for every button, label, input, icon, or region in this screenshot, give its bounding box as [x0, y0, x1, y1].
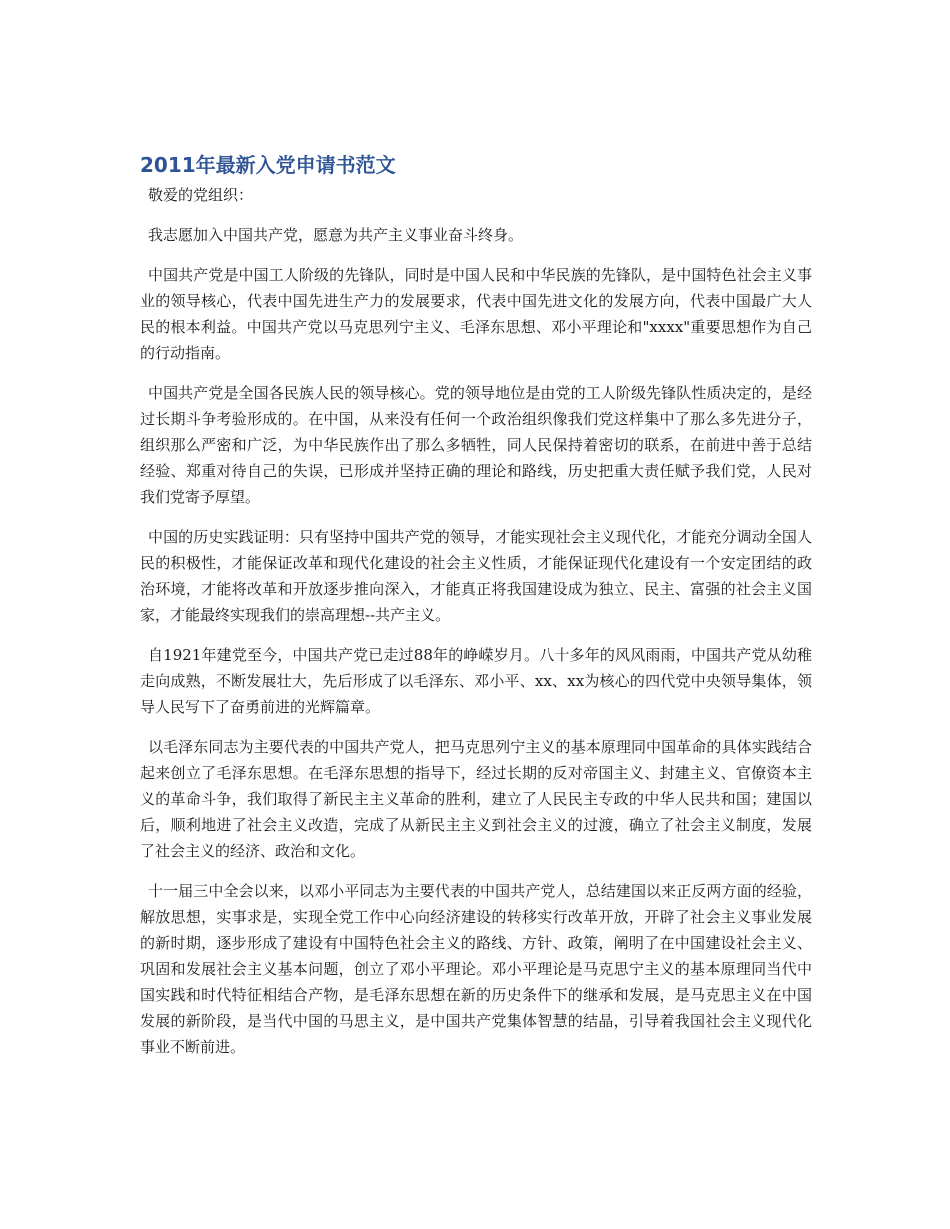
paragraph-leadership-core: 中国共产党是全国各民族人民的领导核心。党的领导地位是由党的工人阶级先锋队性质决定的，是经过长期斗争考验形成的。在中国，从来没有任何一个政治组织像我们党这样集中了那么多先进分子，组织那么严密和广泛，为中华民族作出了那么多牺牲，同人民保持着密切的联系，在前进中善于总结经验、郑重对待自己的失误，已形成并坚持正确的理论和路线，历史把重大责任赋予我们党，人民对我们党寄予厚望。 [140, 384, 812, 506]
paragraph-historical-practice: 中国的历史实践证明：只有坚持中国共产党的领导，才能实现社会主义现代化，才能充分调动全国人民的积极性，才能保证改革和现代化建设的社会主义性质，才能保证现代化建设有一个安定团结的政治环境，才能将改革和开放逐步推向深入，才能真正将我国建设成为独立、民主、富强的社会主义国家，才能最终实现我们的崇高理想--共产主义。 [140, 528, 812, 624]
paragraph-pledge: 我志愿加入中国共产党，愿意为共产主义事业奋斗终身。 [148, 226, 524, 244]
document-title: 2011年最新入党申请书范文 [140, 153, 396, 177]
salutation: 敬爱的党组织： [148, 186, 254, 204]
paragraph-party-nature: 中国共产党是中国工人阶级的先锋队，同时是中国人民和中华民族的先锋队，是中国特色社会主义事业的领导核心，代表中国先进生产力的发展要求，代表中国先进文化的发展方向，代表中国最广大人民的根本利益。中国共产党以马克思列宁主义、毛泽东思想、邓小平理论和"xxxx"重要思想作为自己的行动指南。 [140, 266, 812, 362]
document-body [140, 150, 812, 1060]
paragraph-mao-thought: 以毛泽东同志为主要代表的中国共产党人，把马克思列宁主义的基本原理同中国革命的具体实践结合起来创立了毛泽东思想。在毛泽东思想的指导下，经过长期的反对帝国主义、封建主义、官僚资本主义的革命斗争，我们取得了新民主主义革命的胜利，建立了人民民主专政的中华人民共和国；建国以后，顺利地进了社会主义改造，完成了从新民主主义到社会主义的过渡，确立了社会主义制度，发展了社会主义的经济、政治和文化。 [140, 738, 812, 860]
paragraph-party-history: 自1921年建党至今，中国共产党已走过88年的峥嵘岁月。八十多年的风风雨雨，中国共产党从幼稚走向成熟，不断发展壮大，先后形成了以毛泽东、邓小平、xx、xx为核心的四代党中央领导集体，领导人民写下了奋勇前进的光辉篇章。 [140, 646, 812, 716]
paragraph-deng-theory: 十一届三中全会以来，以邓小平同志为主要代表的中国共产党人，总结建国以来正反两方面的经验，解放思想，实事求是，实现全党工作中心向经济建设的转移实行改革开放，开辟了社会主义事业发展的新时期，逐步形成了建设有中国特色社会主义的路线、方针、政策，阐明了在中国建设社会主义、巩固和发展社会主义基本问题，创立了邓小平理论。邓小平理论是马克思宁主义的基本原理同当代中国实践和时代特征相结合产物，是毛泽东思想在新的历史条件下的继承和发展，是马克思主义在中国发展的新阶段，是当代中国的马思主义，是中国共产党集体智慧的结晶，引导着我国社会主义现代化事业不断前进。 [140, 882, 812, 1056]
